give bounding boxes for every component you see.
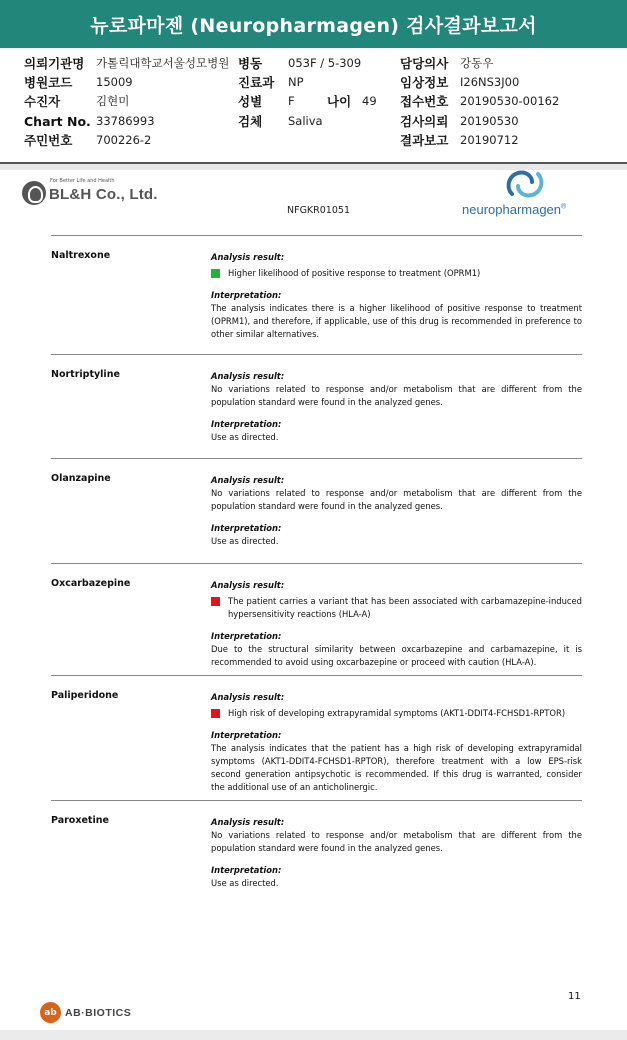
blh-name: BL&H Co., Ltd. bbox=[49, 185, 158, 203]
drug-entry bbox=[51, 800, 582, 900]
clinical-label: 임상정보 bbox=[400, 75, 449, 90]
drug-entry bbox=[51, 563, 582, 675]
interpretation-text: Use as directed. bbox=[211, 536, 279, 546]
analysis-result-text: Higher likelihood of positive response to treatment (OPRM1) bbox=[228, 268, 481, 278]
hospital-code-value: 15009 bbox=[96, 75, 133, 89]
drug-entry bbox=[51, 458, 582, 563]
analysis-result-heading: Analysis result: bbox=[211, 692, 285, 702]
status-indicator-icon bbox=[211, 709, 220, 718]
sex-value: F bbox=[288, 94, 295, 108]
neuropharmagen-name: neuropharmagen bbox=[462, 202, 562, 217]
institution-value: 가톨릭대학교서울성모병원 bbox=[96, 56, 230, 70]
blh-logo bbox=[22, 178, 158, 208]
analysis-result-heading: Analysis result: bbox=[211, 252, 285, 262]
drug-name: Oxcarbazepine bbox=[51, 578, 131, 589]
interpretation-heading: Interpretation: bbox=[211, 523, 282, 533]
analysis-result-text: No variations related to response and/or metabolism that are different from the population standard were found in the analyzed genes. bbox=[211, 384, 582, 407]
status-indicator-icon bbox=[211, 597, 220, 606]
dept-label: 진료과 bbox=[238, 75, 275, 90]
analysis-result-text: No variations related to response and/or metabolism that are different from the population standard were found in the analyzed genes. bbox=[211, 830, 582, 853]
analysis-result-text: High risk of developing extrapyramidal symptoms (AKT1-DDIT4-FCHSD1-RPTOR) bbox=[228, 708, 566, 718]
specimen-label: 검체 bbox=[238, 114, 263, 129]
chart-value: 33786993 bbox=[96, 114, 155, 128]
ab-biotics-logo bbox=[40, 1002, 131, 1023]
age-value: 49 bbox=[362, 94, 377, 108]
ward-value: 053F / 5-309 bbox=[288, 56, 362, 70]
interpretation-text: The analysis indicates that the patient has a high risk of developing extrapyramidal symptoms (AKT1-DDIT4-FCHSD1-RPTOR), therefore treatment with a low EPS-risk second generation antipsychotic is recommended. If this drug is warranted, consider the additional use of an anticholinergic. bbox=[211, 743, 582, 792]
doctor-label: 담당의사 bbox=[400, 56, 449, 71]
doctor-value: 강동우 bbox=[460, 56, 494, 70]
report-title-bar bbox=[0, 0, 627, 48]
drug-entry bbox=[51, 354, 582, 458]
interpretation-heading: Interpretation: bbox=[211, 419, 282, 429]
drug-name: Naltrexone bbox=[51, 250, 111, 261]
status-indicator-icon bbox=[211, 269, 220, 278]
examinee-label: 수진자 bbox=[24, 94, 61, 109]
blh-tagline: For Better Life and Health bbox=[50, 177, 115, 184]
analysis-result-text: No variations related to response and/or metabolism that are different from the population standard were found in the analyzed genes. bbox=[211, 488, 582, 511]
receipt-label: 접수번호 bbox=[400, 94, 449, 109]
ab-biotics-name: AB·BIOTICS bbox=[65, 1006, 132, 1019]
interpretation-heading: Interpretation: bbox=[211, 631, 282, 641]
drug-name: Paliperidone bbox=[51, 690, 119, 701]
id-label: 주민번호 bbox=[24, 133, 73, 148]
drug-name: Nortriptyline bbox=[51, 369, 120, 380]
analysis-result-heading: Analysis result: bbox=[211, 475, 285, 485]
analysis-result-heading: Analysis result: bbox=[211, 817, 285, 827]
request-label: 검사의뢰 bbox=[400, 114, 449, 129]
analysis-result-heading: Analysis result: bbox=[211, 371, 285, 381]
interpretation-text: Use as directed. bbox=[211, 432, 279, 442]
receipt-value: 20190530-00162 bbox=[460, 94, 560, 108]
drug-name: Olanzapine bbox=[51, 473, 111, 484]
institution-label: 의뢰기관명 bbox=[24, 56, 85, 71]
clinical-value: I26NS3J00 bbox=[460, 75, 520, 89]
age-label: 나이 bbox=[327, 94, 352, 109]
report-label: 결과보고 bbox=[400, 133, 449, 148]
ward-label: 병동 bbox=[238, 56, 263, 71]
specimen-value: Saliva bbox=[288, 114, 323, 128]
report-title: 뉴로파마젠 (Neuropharmagen) 검사결과보고서 bbox=[90, 14, 537, 37]
blh-logo-icon bbox=[22, 181, 46, 205]
interpretation-heading: Interpretation: bbox=[211, 730, 282, 740]
analysis-result-text: The patient carries a variant that has been associated with carbamazepine-induced hypersensitivity reactions (HLA-A) bbox=[228, 596, 582, 619]
analysis-result-heading: Analysis result: bbox=[211, 580, 285, 590]
id-value: 700226-2 bbox=[96, 133, 152, 147]
page-number: 11 bbox=[568, 991, 581, 1002]
reference-code: NFGKR01051 bbox=[287, 205, 350, 216]
drug-name: Paroxetine bbox=[51, 815, 109, 826]
dept-value: NP bbox=[288, 75, 304, 89]
interpretation-text: Use as directed. bbox=[211, 878, 279, 888]
neuropharmagen-logo bbox=[462, 168, 592, 218]
drug-entry bbox=[51, 235, 582, 354]
interpretation-text: The analysis indicates there is a higher likelihood of positive response to treatment (OPRM1), and therefore, if applicable, use of this drug is recommended in preference to other similar alternatives. bbox=[211, 303, 582, 339]
examinee-value: 김현미 bbox=[96, 94, 130, 108]
sex-label: 성별 bbox=[238, 94, 263, 109]
patient-info bbox=[0, 52, 627, 156]
request-value: 20190530 bbox=[460, 114, 519, 128]
neuropharmagen-logo-icon bbox=[502, 168, 548, 200]
interpretation-heading: Interpretation: bbox=[211, 865, 282, 875]
report-value: 20190712 bbox=[460, 133, 519, 147]
hospital-code-label: 병원코드 bbox=[24, 75, 73, 90]
footer-band bbox=[0, 1030, 627, 1040]
drug-list bbox=[51, 235, 582, 900]
neuropharmagen-trademark: ® bbox=[561, 203, 567, 211]
drug-entry bbox=[51, 675, 582, 800]
interpretation-text: Due to the structural similarity between oxcarbazepine and carbamazepine, it is recommended to avoid using oxcarbazepine or proceed with caution (HLA-A). bbox=[211, 644, 582, 667]
chart-label: Chart No. bbox=[24, 114, 91, 129]
ab-biotics-logo-icon: ab bbox=[40, 1002, 61, 1023]
interpretation-heading: Interpretation: bbox=[211, 290, 282, 300]
